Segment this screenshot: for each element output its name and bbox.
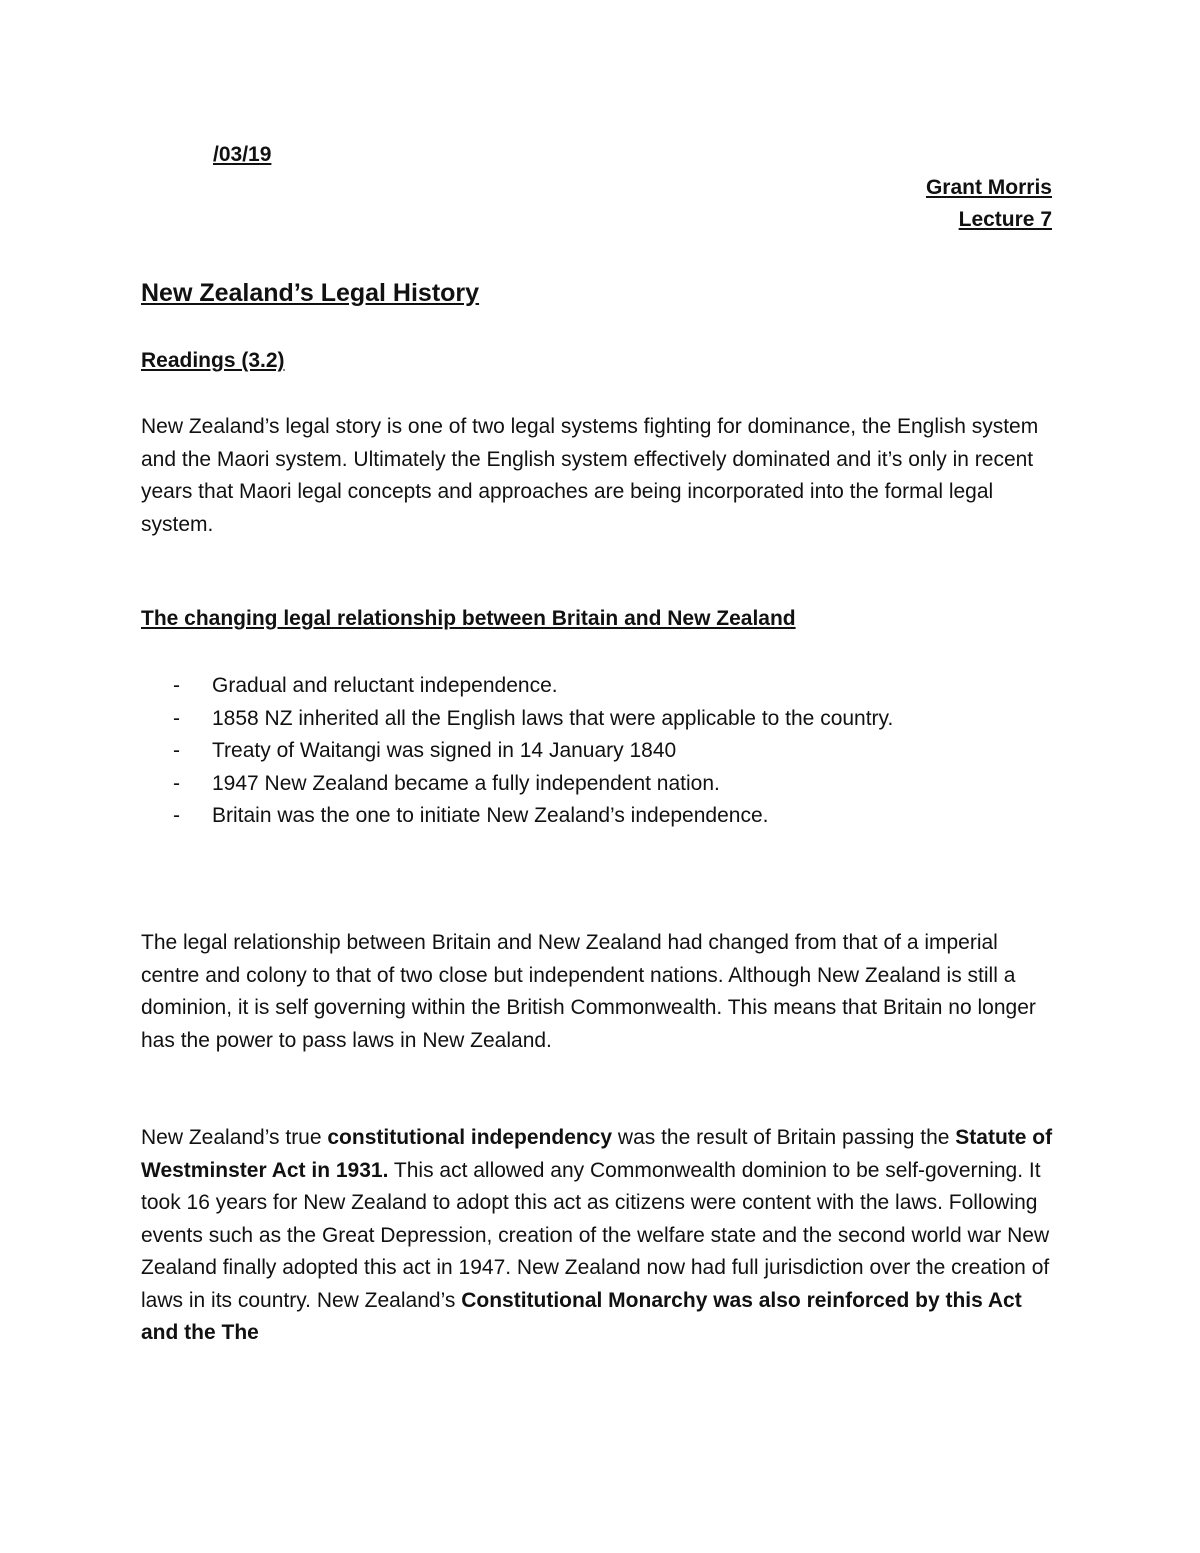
list-item: [141, 670, 893, 703]
constitution-bold-2: Statute of Westminster Act in 1931.: [141, 1126, 1053, 1182]
list-item-text: Gradual and reluctant independence.: [212, 674, 558, 697]
document-title: New Zealand’s Legal History: [141, 279, 480, 307]
list-item: [141, 768, 893, 801]
bullet-dash: -: [173, 771, 180, 795]
list-item-text: 1947 New Zealand became a fully independent nation.: [212, 771, 720, 795]
lecture-date: /03/19: [213, 143, 272, 166]
section-heading: The changing legal relationship between Britain and New Zealand: [141, 607, 796, 630]
list-item-text: Britain was the one to initiate New Zealand’s independence.: [212, 804, 769, 827]
list-item-text: Treaty of Waitangi was signed in 14 January 1840: [212, 739, 677, 762]
list-item: [141, 735, 893, 768]
constitution-text-2: was the result of Britain passing the: [612, 1126, 956, 1149]
constitution-paragraph: [141, 1122, 1061, 1350]
constitution-text-3: This act allowed any Commonwealth dominion to be self-governing. It took 16 years for New Zealand to adopt this act as citizens were content with the laws. Following events such as the Great Depression, creation of the welfare state and the second world war New Zealand finally adopted this act in 1947. New Zealand now had full jurisdiction over the creation of laws in its country. New Zealand’s: [141, 1158, 1050, 1312]
bullet-dash: -: [173, 739, 180, 762]
readings-heading: Readings (3.2): [141, 349, 285, 372]
intro-paragraph: New Zealand’s legal story is one of two legal systems fighting for dominance, the English system and the Maori system. Ultimately the English system effectively dominated and it’s only in recent years that Maori legal concepts and approaches are being incorporated into the formal legal system.: [141, 415, 1039, 536]
bullet-dash: -: [173, 706, 180, 730]
constitution-bold-3: Constitutional Monarchy was also reinforced by this Act and the The: [141, 1288, 1022, 1344]
list-item: [141, 800, 893, 833]
constitution-bold-1: constitutional independency: [327, 1126, 613, 1149]
bullet-dash: -: [173, 804, 180, 827]
list-item-text: 1858 NZ inherited all the English laws that were applicable to the country.: [212, 706, 894, 730]
bullet-dash: -: [173, 674, 180, 697]
lecture-number: Lecture 7: [958, 208, 1052, 231]
relationship-paragraph: The legal relationship between Britain and New Zealand had changed from that of a imperial centre and colony to that of two close but independent nations. Although New Zealand is still a dominion, it is self governing within the British Commonwealth. This means that Britain no longer has the power to pass laws in New Zealand.: [141, 931, 1036, 1052]
constitution-text-1: New Zealand’s true: [141, 1126, 328, 1149]
bullet-list: [141, 670, 893, 833]
list-item: [141, 703, 893, 736]
author-name: Grant Morris: [925, 176, 1052, 199]
